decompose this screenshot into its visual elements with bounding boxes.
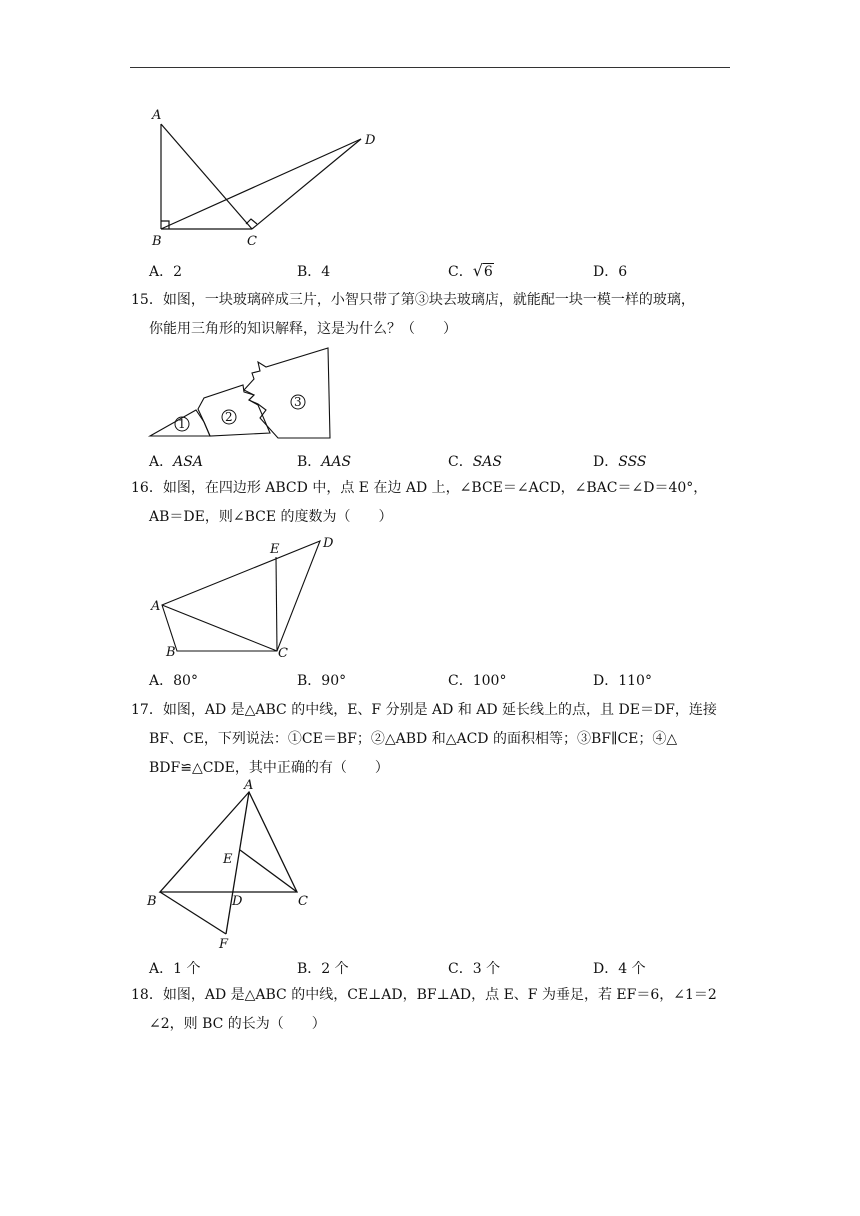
label-A: A (152, 108, 162, 123)
label-A: A (244, 778, 254, 793)
figure-q16-svg (148, 535, 348, 665)
question-17 (131, 696, 731, 783)
label-E: E (270, 542, 280, 557)
label-D: D (232, 894, 243, 909)
label-D: D (323, 536, 334, 551)
label-C: C (298, 894, 308, 909)
figure-q17 (145, 778, 325, 954)
label-C: C (278, 646, 288, 661)
figure-q14-svg (140, 100, 400, 250)
option-d[interactable]: D．SSS (593, 454, 647, 470)
option-a[interactable]: A．80° (149, 673, 198, 689)
piece-1: 1 (178, 417, 186, 431)
figure-q14 (140, 100, 400, 250)
option-b[interactable]: B．90° (297, 673, 347, 689)
figure-q16 (148, 535, 348, 665)
label-B: B (166, 645, 176, 660)
question-18-line2: ∠2，则 BC 的长为（ ） (149, 1016, 326, 1032)
question-17-line3: BDF≌△CDE，其中正确的有（ ） (149, 760, 389, 776)
options-q16 (149, 670, 709, 692)
option-a[interactable]: A．ASA (149, 454, 203, 470)
label-F: F (219, 937, 229, 952)
question-17-line2: BF、CE，下列说法：①CE＝BF；②△ABD 和△ACD 的面积相等；③BF∥CE；④△ (149, 731, 678, 747)
question-15-line1: 15．如图，一块玻璃碎成三片，小智只带了第③块去玻璃店，就能配一块一模一样的玻璃， (131, 292, 695, 308)
label-A: A (151, 599, 161, 614)
option-c[interactable]: C．3 个 (448, 961, 501, 977)
options-q14 (149, 261, 709, 283)
option-b[interactable]: B．4 (297, 264, 331, 280)
label-B: B (147, 894, 157, 909)
figure-q17-svg (145, 778, 325, 954)
figure-q15-svg (148, 345, 338, 445)
option-b[interactable]: B．2 个 (297, 961, 349, 977)
option-d[interactable]: D．6 (593, 264, 628, 280)
label-E: E (223, 852, 233, 867)
piece-2: 2 (225, 410, 233, 424)
options-q17 (149, 958, 709, 980)
question-16-line1: 16．如图，在四边形 ABCD 中，点 E 在边 AD 上，∠BCE＝∠ACD，∠BAC＝∠D＝40°， (131, 480, 708, 496)
question-16-line2: AB＝DE，则∠BCE 的度数为（ ） (149, 509, 393, 525)
question-16 (131, 474, 731, 532)
option-d[interactable]: D．110° (593, 673, 652, 689)
header-rule (130, 67, 730, 68)
question-17-line1: 17．如图，AD 是△ABC 的中线，E、F 分别是 AD 和 AD 延长线上的点，且 DE＝DF，连接 (131, 702, 717, 718)
sqrt-symbol: √6 (472, 261, 493, 280)
label-C: C (247, 234, 257, 249)
question-18 (131, 981, 731, 1039)
option-b[interactable]: B．AAS (297, 454, 352, 470)
label-D: D (365, 133, 376, 148)
option-a[interactable]: A．1 个 (149, 961, 201, 977)
option-c[interactable]: C．SAS (448, 454, 503, 470)
question-15-line2: 你能用三角形的知识解释，这是为什么？（ ） (149, 321, 457, 337)
option-a[interactable]: A．2 (149, 264, 183, 280)
option-c[interactable]: C．√6 (448, 261, 493, 280)
figure-q15 (148, 345, 338, 445)
piece-3: 3 (294, 395, 302, 409)
question-15 (131, 286, 731, 344)
options-q15 (149, 451, 709, 473)
label-B: B (152, 234, 162, 249)
question-18-line1: 18．如图，AD 是△ABC 的中线，CE⊥AD，BF⊥AD，点 E、F 为垂足，若 EF＝6，∠1＝2 (131, 987, 717, 1003)
option-d[interactable]: D．4 个 (593, 961, 646, 977)
option-c[interactable]: C．100° (448, 673, 507, 689)
